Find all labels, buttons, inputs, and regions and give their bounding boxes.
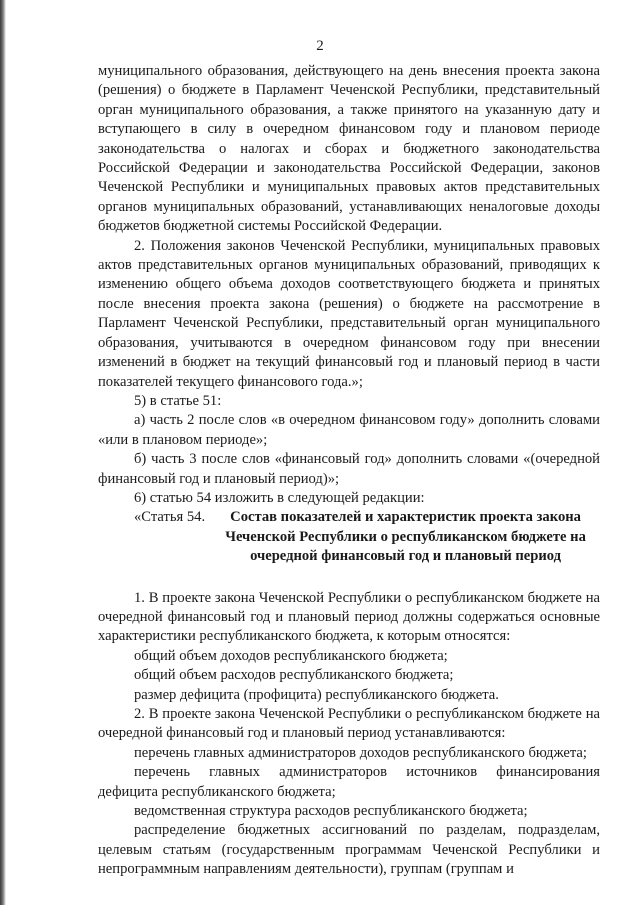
- list-item: общий объем доходов республиканского бюджета;: [134, 647, 448, 664]
- scan-edge-shadow: [0, 0, 6, 905]
- paragraph-item-2: 2. Положения законов Чеченской Республики, муниципальных правовых актов представительных органов муниципальных образований, приводящих к изменению общего объема доходов соответствующего бюджета и принятых после внесения проекта закона (решения) о бюджете на рассмотрение в Парламент Чеченской Республики, представительный орган муниципального образования, учитываются в очередном финансовом году при внесении изменений в бюджет на текущий финансовый год и плановый период в части показателей текущего финансового года.»;: [98, 237, 600, 390]
- spacer: [98, 567, 600, 589]
- article-heading: [98, 508, 600, 566]
- document-body: [98, 62, 600, 880]
- page-number: 2: [316, 38, 324, 54]
- paragraph-item-5: 5) в статье 51:: [134, 392, 222, 409]
- list-item: размер дефицита (профицита) республиканского бюджета.: [134, 686, 499, 703]
- list-item: ведомственная структура расходов республиканского бюджета;: [134, 803, 528, 820]
- list-item: распределение бюджетных ассигнований по разделам, подразделам, целевым статьям (государственным программам Чеченской Республики и непрограммным направлениям деятельности), группам (группам и: [98, 822, 600, 878]
- paragraph-continuation: муниципального образования, действующего на день внесения проекта закона (решения) о бюджете в Парламент Чеченской Республики, представительный орган муниципального образования, а также принятого на указанную дату и вступающего в силу в очередном финансовом году и плановом периоде законодательства о налогах и сборах и бюджетного законодательства Российской Федерации и законодательства Российской Федерации, законов Чеченской Республики и муниципальных правовых актов представительных органов муниципальных образований, устанавливающих неналоговые доходы бюджетов бюджетной системы Российской Федерации.: [98, 63, 600, 235]
- paragraph-section-2: 2. В проекте закона Чеченской Республики о республиканском бюджете на очередной финансовый год и плановый период устанавливаются:: [98, 706, 600, 742]
- paragraph-item-5a: а) часть 2 после слов «в очередном финансовом году» дополнить словами «или в плановом периоде»;: [98, 412, 600, 448]
- article-number: «Статья 54.: [134, 509, 206, 526]
- list-item: перечень главных администраторов источников финансирования дефицита республиканского бюджета;: [98, 764, 600, 800]
- list-item: перечень главных администраторов доходов республиканского бюджета;: [134, 744, 587, 761]
- article-title: Состав показателей и характеристик проекта закона Чеченской Республики о республиканском бюджете на очередной финансовый год и плановый период: [225, 509, 586, 565]
- paragraph-item-5b: б) часть 3 после слов «финансовый год» дополнить словами «(очередной финансовый год и плановый период)»;: [98, 451, 600, 487]
- list-item: общий объем расходов республиканского бюджета;: [134, 667, 454, 684]
- paragraph-item-6: 6) статью 54 изложить в следующей редакции:: [134, 489, 425, 506]
- paragraph-section-1: 1. В проекте закона Чеченской Республики о республиканском бюджете на очередной финансовый год и плановый период должны содержаться основные характеристики республиканского бюджета, к которым относятся:: [98, 589, 600, 645]
